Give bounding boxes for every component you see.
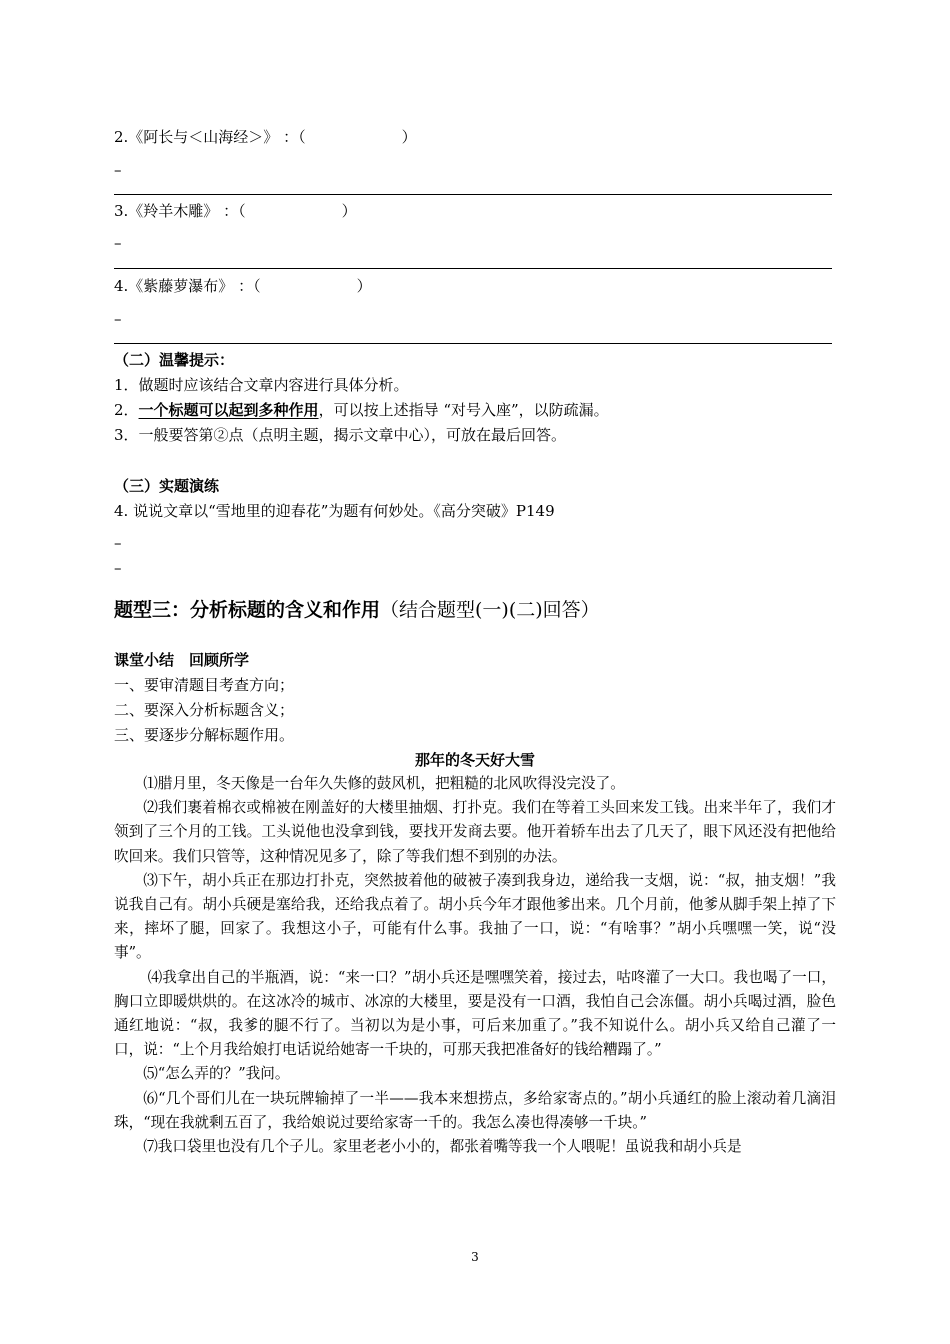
tip-item-2-prefix: 2． <box>114 401 139 419</box>
question-2-label: 2.《阿长与＜山海经＞》 ：（ <box>114 128 306 146</box>
question-4-label: 4.《紫藤萝瀑布》 ：（ <box>114 277 261 295</box>
article-title: 那年的冬天好大雪 <box>414 751 535 769</box>
article-paragraph-6: ⑹“几个哥们儿在一块玩牌输掉了一半——我本来想捞点，多给家寄点的。”胡小兵通红的脸上滚动着几滴泪珠，“现在我就剩五百了，我给娘说过要给家寄一千的。我怎么凑也得凑够一千块。” <box>114 1089 836 1131</box>
tip-item-3: 3．一般要答第②点（点明主题，揭示文章中心），可放在最后回答。 <box>114 426 567 444</box>
answer-dash: – <box>114 161 122 179</box>
page-number: 3 <box>471 1250 479 1264</box>
article-body <box>114 772 836 1159</box>
summary-item-1: 一、要审清题目考查方向； <box>114 676 295 694</box>
type3-note: （结合题型(一)(二)回答） <box>380 599 600 621</box>
question-3 <box>114 201 357 221</box>
question-3-label: 3.《羚羊木雕》 ：（ <box>114 202 246 220</box>
section-heading-type3 <box>114 597 600 623</box>
question-4-close: ） <box>356 277 372 295</box>
article-paragraph-7: ⑺我口袋里也没有几个子儿。家里老老小小的，都张着嘴等我一个人喂呢！虽说我和胡小兵是 <box>143 1138 742 1156</box>
answer-dash: – <box>114 534 122 552</box>
article-paragraph-3: ⑶下午，胡小兵正在那边打扑克，突然披着他的破被子凑到我身边，递给我一支烟，说：“叔，抽支烟！”我说我自己有。胡小兵硬是塞给我，还给我点着了。胡小兵今年才跟他爹出来。几个月前，他爹从脚手架上掉了下来，摔坏了腿，回家了。我想这小子，可能有什么事。我抽了一口，说：“有啥事？”胡小兵嘿嘿一笑，说“没事”。 <box>114 871 836 962</box>
practice-question: 4. 说说文章以“雪地里的迎春花”为题有何妙处。《高分突破》P149 <box>114 502 555 520</box>
tips-heading: （二）温馨提示： <box>114 351 235 369</box>
question-2 <box>114 127 417 147</box>
answer-line <box>114 194 832 195</box>
article-paragraph-2: ⑵我们裹着棉衣或棉被在刚盖好的大楼里抽烟、打扑克。我们在等着工头回来发工钱。出来半年了，我们才领到了三个月的工钱。工头说他也没拿到钱，要找开发商去要。他开着轿车出去了几天了，眼下风还没有把他给吹回来。我们只管等，这种情况见多了，除了等我们想不到别的办法。 <box>114 799 836 865</box>
answer-dash: – <box>114 234 122 252</box>
answer-line <box>114 343 832 344</box>
article-paragraph-4: ⑷我拿出自己的半瓶酒，说：“来一口？”胡小兵还是嘿嘿笑着，接过去，咕咚灌了一大口。我也喝了一口，胸口立即暖烘烘的。在这冰冷的城市、冰凉的大楼里，要是没有一口酒，我怕自己会冻僵。胡小兵喝过酒，脸色通红地说：“叔，我爹的腿不行了。当初以为是小事，可后来加重了。”我不知说什么。胡小兵又给自己灌了一口，说：“上个月我给娘打电话说给她寄一千块的，可那天我把准备好的钱给糟蹋了。” <box>114 968 836 1059</box>
summary-heading: 课堂小结 回顾所学 <box>114 651 250 669</box>
question-3-close: ） <box>341 202 357 220</box>
article-paragraph-1: ⑴腊月里，冬天像是一台年久失修的鼓风机，把粗糙的北风吹得没完没了。 <box>143 775 625 792</box>
tip-item-2-emphasis: 一个标题可以起到多种作用 <box>138 401 319 419</box>
answer-dash: – <box>114 559 122 577</box>
article-paragraph-5: ⑸“怎么弄的？”我问。 <box>143 1065 290 1083</box>
summary-item-2: 二、要深入分析标题含义； <box>114 701 295 719</box>
summary-item-3: 三、要逐步分解标题作用。 <box>114 726 295 744</box>
tip-item-1: 1．做题时应该结合文章内容进行具体分析。 <box>114 376 409 394</box>
answer-dash: – <box>114 310 122 328</box>
tip-item-2-rest: ，可以按上述指导 “对号入座”，以防疏漏。 <box>318 401 609 419</box>
answer-line <box>114 268 832 269</box>
practice-heading: （三）实题演练 <box>114 477 220 495</box>
question-4 <box>114 276 372 296</box>
tip-item-2 <box>114 400 609 420</box>
type3-title: 题型三：分析标题的含义和作用 <box>114 599 381 621</box>
question-2-close: ） <box>401 128 417 146</box>
